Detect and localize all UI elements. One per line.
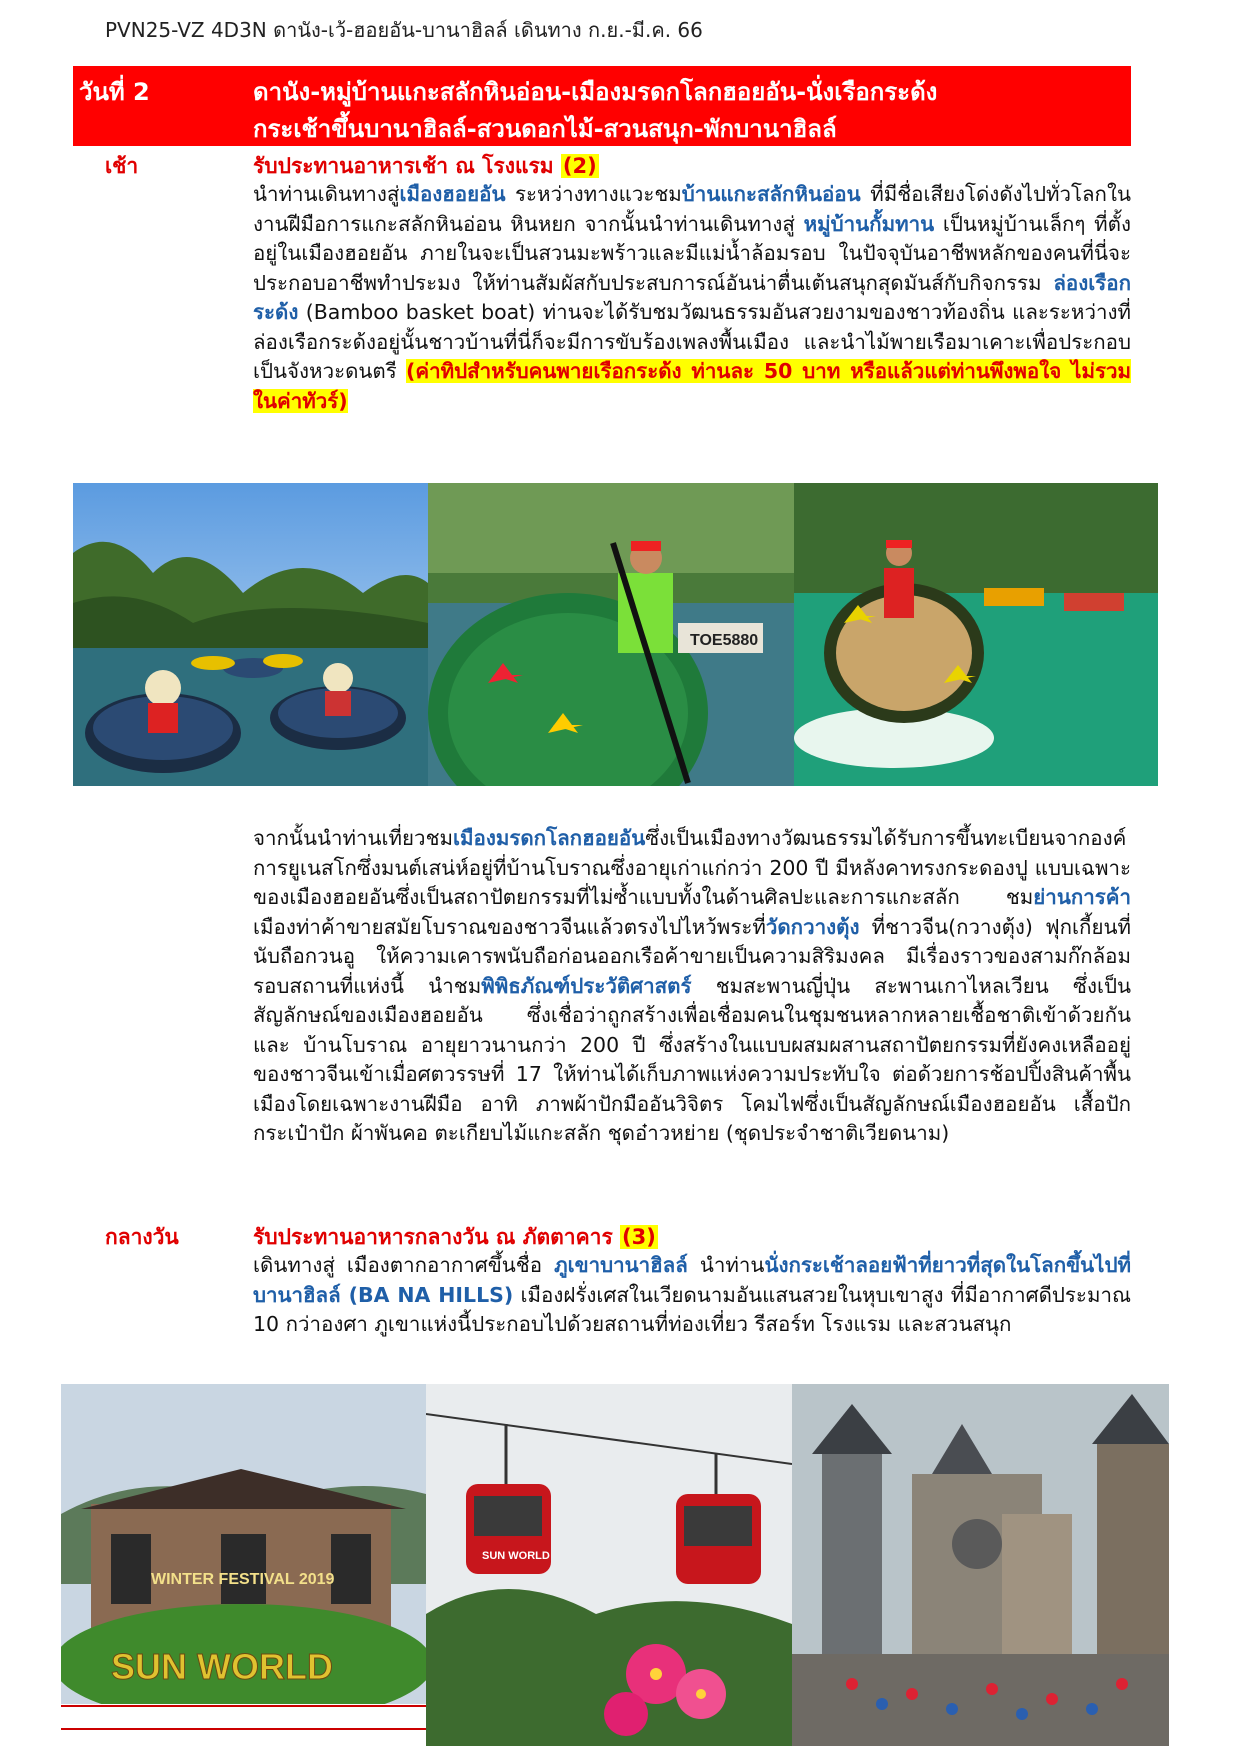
lunch-line <box>253 1221 658 1254</box>
morning-paragraph <box>253 180 1131 416</box>
photo-cable-cars <box>426 1384 792 1746</box>
photo-boat-spinning <box>428 483 794 786</box>
photo-basket-boats-river <box>73 483 428 786</box>
festival-sign-text: WINTER FESTIVAL 2019 <box>151 1571 335 1588</box>
meal-number-3: (3) <box>622 1225 656 1249</box>
highlight-cable-car: นั่งกระเช้าลอยฟ้าที่ยาวที่สุดในโลกขึ้นไปที่บานาฮิลล์ (BA NA HILLS) <box>253 1253 1131 1307</box>
text: ที่มีชื่อเสียงโด่งดังไปทั่วโลกในงานฝีมือการแกะสลักหินอ่อน หินหยก จากนั้นนำท่านเดินทางสู่ <box>253 182 1131 236</box>
text: ที่ชาวจีน(กวางตุ้ง) ฟุกเกี้ยนที่นับถือกวนอู ให้ความเคารพนับถือก่อนออกเรือค้าขายเป็นความสิริมงคล มีเรื่องราวของสามก๊กล้อมรอบสถานที่แห่งนี้ นำชม <box>253 914 1131 998</box>
photo-french-village <box>792 1384 1169 1746</box>
highlight-trade-district: ย่านการค้า <box>1033 885 1131 909</box>
sun-world-sign-text: SUN WORLD <box>111 1646 333 1687</box>
photo-boat-dance <box>794 483 1158 786</box>
text: จากนั้นนำท่านเที่ยวชม <box>253 826 453 850</box>
highlight-cantonese-temple: วัดกวางตุ้ง <box>765 914 860 939</box>
tip-note: (ค่าทิปสำหรับคนพายเรือกระด้ง ท่านละ 50 บาท หรือแล้วแต่ท่านพึงพอใจ ไม่รวมในค่าทัวร์) <box>253 359 1131 413</box>
text: (Bamboo basket boat) ท่านจะได้รับชมวัฒนธรรมอันสวยงามของชาวท้องถิ่น และระหว่างที่ล่องเรือกระด้งอยู่นั้นชาวบ้านที่นี่ก็จะมีการขับร้องเพลงพื้นเมือง และนำไม้พายเรือมาเคาะเพื่อประกอบเป็นจังหวะดนตรี <box>253 300 1131 383</box>
meal-number-2: (2) <box>562 154 597 178</box>
text: ระหว่างทางแวะชม <box>505 182 682 206</box>
boat-number-text: TOE5880 <box>690 632 759 649</box>
text: เมืองท่าค้าขายสมัยโบราณของชาวจีนแล้วตรงไปไหว้พระที่ <box>253 914 766 939</box>
highlight-camthanh-village: หมู่บ้านกั้มทาน <box>803 211 935 236</box>
text: เมืองฝรั่งเศสในเวียดนามอันแสนสวยในหุบเขาสูง ที่มีอากาศดีประมาณ 10 กว่าองศา ภูเขาแห่งนี้ประกอบไปด้วยสถานที่ท่องเที่ยว รีสอร์ท โรงแรม และสวนสนุก <box>253 1282 1131 1336</box>
cable-car-sign-text: SUN WORLD <box>482 1550 550 1562</box>
highlight-history-museum: พิพิธภัณฑ์ประวัติศาสตร์ <box>481 973 692 998</box>
highlight-basket-boat: ล่องเรือกระด้ง <box>253 270 1131 324</box>
hoian-paragraph <box>253 824 1131 1149</box>
text: เดินทางสู่ เมืองตากอากาศขึ้นชื่อ <box>253 1253 555 1277</box>
lunch-label: กลางวัน <box>105 1225 179 1249</box>
highlight-hoian-heritage: เมืองมรดกโลกฮอยอัน <box>453 826 646 850</box>
lunch-text: รับประทานอาหารกลางวัน ณ ภัตตาคาร <box>253 1225 613 1249</box>
day-route-line1: ดานัง-หมู่บ้านแกะสลักหินอ่อน-เมืองมรดกโลกฮอยอัน-นั่งเรือกระด้ง <box>253 78 938 106</box>
day-banner <box>73 66 1131 146</box>
text: นำท่าน <box>687 1253 765 1277</box>
morning-label: เช้า <box>105 154 139 178</box>
breakfast-line <box>253 150 599 183</box>
document-header: PVN25-VZ 4D3N ดานัง-เว้-ฮอยอัน-บานาฮิลล์ เดินทาง ก.ย.-มี.ค. 66 <box>105 18 703 42</box>
day-number: วันที่ 2 <box>79 78 150 106</box>
text: เป็นหมู่บ้านเล็กๆ ที่ตั้งอยู่ในเมืองฮอยอัน ภายในจะเป็นสวนมะพร้าวและมีแม่น้ำล้อมรอบ ในปัจจุบันอาชีพหลักของคนที่นี่จะประกอบอาชีพทำประมง ให้ท่านสัมผัสกับประสบการณ์อันน่าตื่นเต้นสนุกสุดมันส์กับกิจกรรม <box>253 211 1131 295</box>
lunch-paragraph <box>253 1251 1131 1340</box>
breakfast-text: รับประทานอาหารเช้า ณ โรงแรม <box>253 154 554 178</box>
photo-sun-world-entrance <box>61 1384 426 1746</box>
day-route-line2: กระเช้าขึ้นบานาฮิลล์-สวนดอกไม้-สวนสนุก-พักบานาฮิลล์ <box>253 115 837 143</box>
highlight-marble-village: บ้านแกะสลักหินอ่อน <box>681 182 861 206</box>
text: ชมสะพานญี่ปุ่น สะพานเกาไหลเวียน ซึ่งเป็นสัญลักษณ์ของเมืองฮอยอัน ซึ่งเชื่อว่าถูกสร้างเพื่อเชื่อมคนในชุมชนหลากหลายเชื้อชาติเข้าด้วยกัน และ บ้านโบราณ อายุยาวนานกว่า 200 ปี ซึ่งสร้างในแบบผสมผสานสถาปัตยกรรมที่ยังคงเหลืออยู่ของชาวจีนเข้าเมื่อศตวรรษที่ 17 ให้ท่านได้เก็บภาพแห่งความประทับใจ ต่อด้วยการช้อปปิ้งสินค้าพื้นเมืองโดยเฉพาะงานฝีมือ อาทิ ภาพผ้าปักมืออันวิจิตร โคมไฟซึ่งเป็นสัญลักษณ์เมืองฮอยอัน เสื้อปัก กระเป๋าปัก ผ้าพันคอ ตะเกียบไม้แกะสลัก ชุดอ๋าวหย่าย (ชุดประจำชาติเวียดนาม) <box>253 973 1131 1145</box>
text: ซึ่งเป็นเมืองทางวัฒนธรรมได้รับการขึ้นทะเบียนจากองค์การยูเนสโกซึ่งมนต์เสน่ห์อยู่ที่บ้านโบราณซึ่งอายุเก่าแก่กว่า 200 ปี มีหลังคาทรงกระดองปู แบบเฉพาะของเมืองฮอยอันซึ่งเป็นสถาปัตยกรรมที่ไม่ซ้ำแบบทั้งในด้านศิลปะและการแกะสลัก ชม <box>253 826 1131 909</box>
text: นำท่านเดินทางสู่ <box>253 182 400 206</box>
highlight-hoian: เมืองฮอยอัน <box>399 182 506 206</box>
highlight-bana-hills: ภูเขาบานาฮิลล์ <box>554 1253 688 1277</box>
